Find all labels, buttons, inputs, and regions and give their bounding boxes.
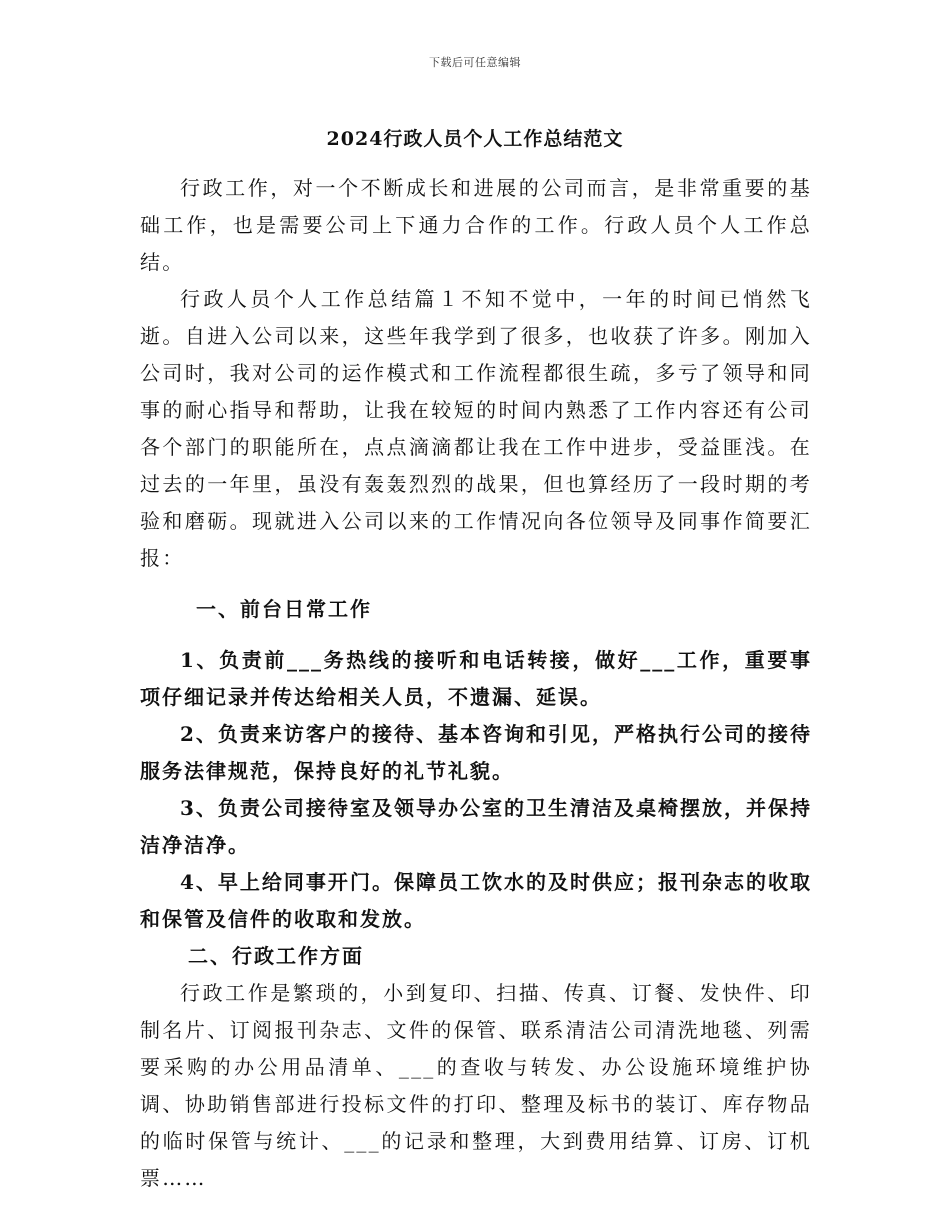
section-2-heading: 二、行政工作方面 xyxy=(188,944,364,968)
section-1-item-3: 3、负责公司接待室及领导办公室的卫生清洁及桌椅摆放，并保持洁净洁净。 xyxy=(140,796,812,857)
section-1-item-4: 4、早上给同事开门。保障员工饮水的及时供应；报刊杂志的收取和保管及信件的收取和发放。 xyxy=(140,870,812,931)
section-2-text: 行政工作是繁琐的，小到复印、扫描、传真、订餐、发快件、印制名片、订阅报刊杂志、文件的保管、联系清洁公司清洗地毯、列需要采购的办公用品清单、___的查收与转发、办公设施环境维护协调、协助销售部进行投标文件的打印、整理及标书的装订、库存物品的临时保管与统计、___的记录和整理，大到费用结算、订房、订机票…… xyxy=(140,981,812,1190)
header-note: 下载后可任意编辑 xyxy=(429,56,521,69)
document-title: 2024行政人员个人工作总结范文 xyxy=(326,128,624,150)
document-body xyxy=(140,170,812,1197)
intro-paragraph: 行政工作，对一个不断成长和进展的公司而言，是非常重要的基础工作，也是需要公司上下通力合作的工作。行政人员个人工作总结。 xyxy=(140,176,812,274)
paragraph-1: 行政人员个人工作总结篇１不知不觉中，一年的时间已悄然飞逝。自进入公司以来，这些年我学到了很多，也收获了许多。刚加入公司时，我对公司的运作模式和工作流程都很生疏，多亏了领导和同事的耐心指导和帮助，让我在较短的时间内熟悉了工作内容还有公司各个部门的职能所在，点点滴滴都让我在工作中进步，受益匪浅。在过去的一年里，虽没有轰轰烈烈的战果，但也算经历了一段时期的考验和磨砺。现就进入公司以来的工作情况向各位领导及同事作简要汇报： xyxy=(140,287,812,570)
section-1-item-2: 2、负责来访客户的接待、基本咨询和引见，严格执行公司的接待服务法律规范，保持良好的礼节礼貌。 xyxy=(140,722,812,783)
section-1-heading: 一、前台日常工作 xyxy=(196,597,372,621)
section-1-item-1: 1、负责前___务热线的接听和电话转接，做好___工作，重要事项仔细记录并传达给相关人员，不遗漏、延误。 xyxy=(140,648,812,709)
